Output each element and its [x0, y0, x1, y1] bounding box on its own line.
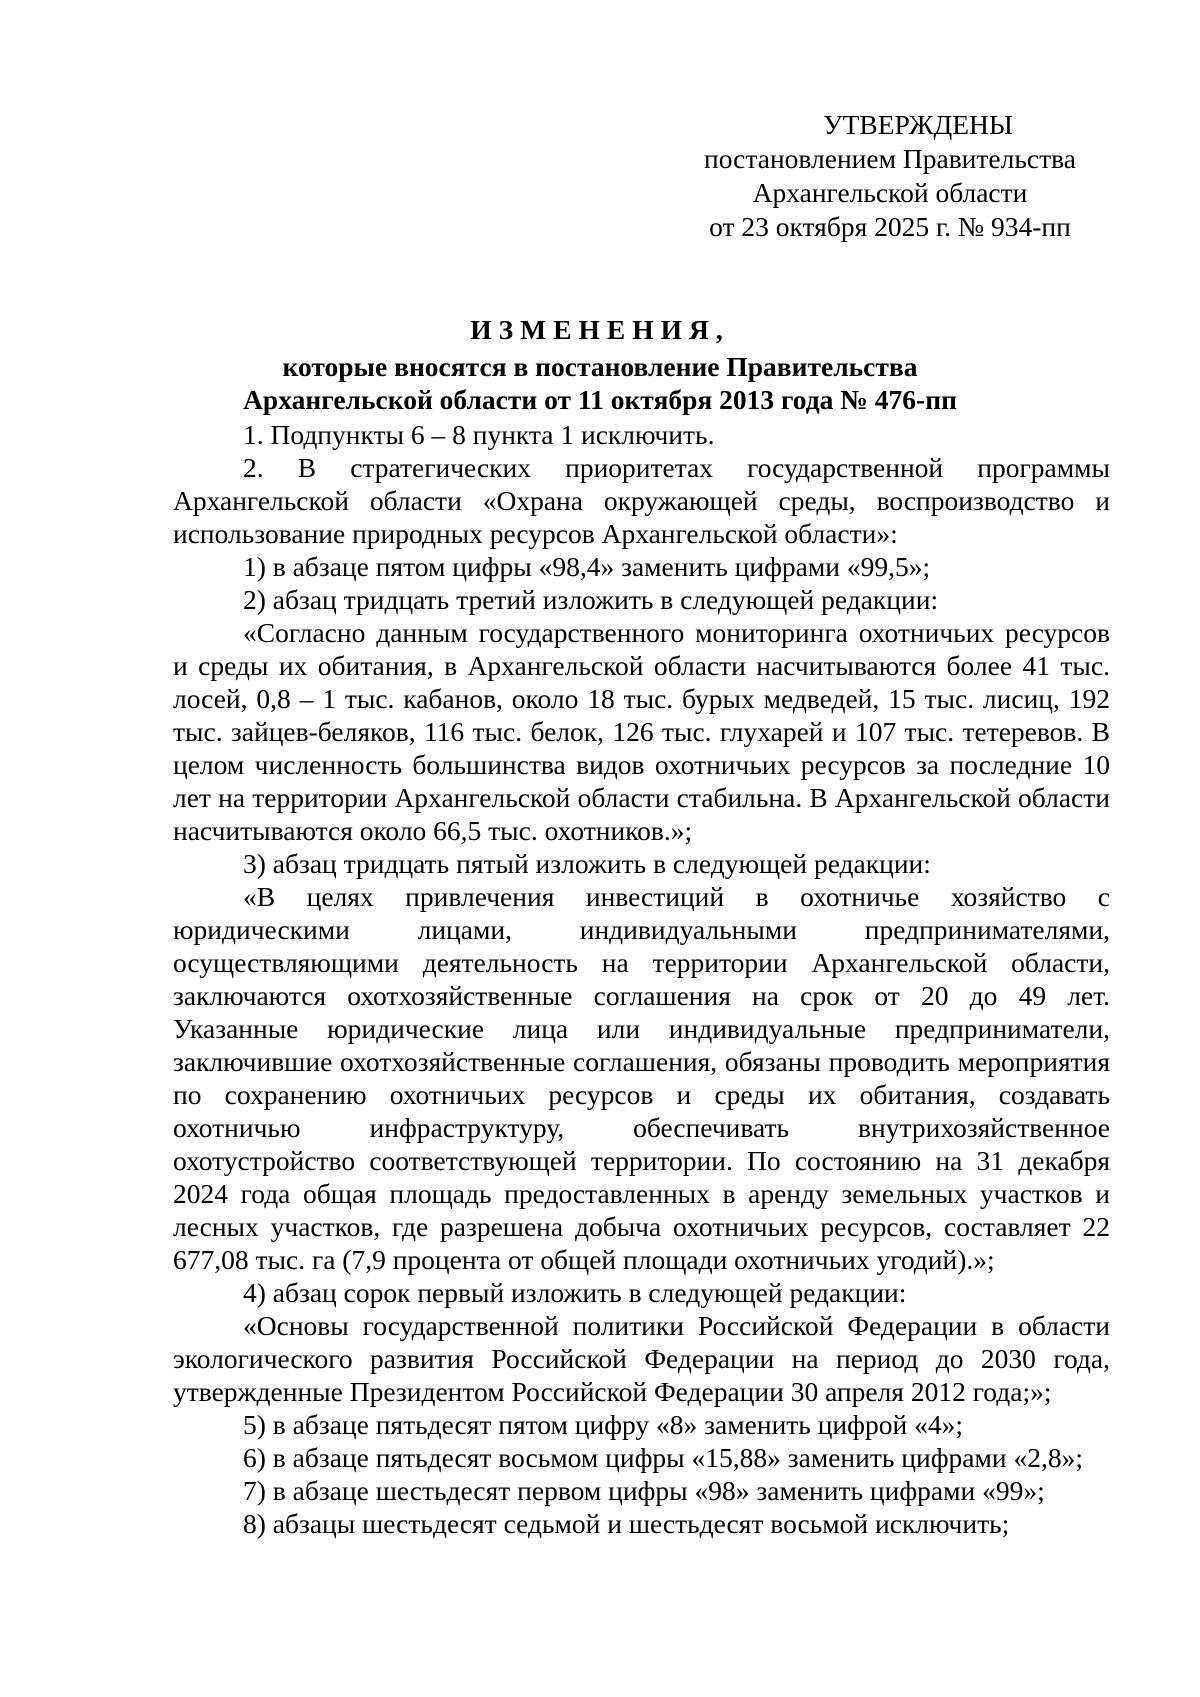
approval-line: Архангельской области — [752, 177, 1028, 208]
paragraph: 7) в абзаце шестьдесят первом цифры «98» заменить цифрами «99»; — [243, 1475, 1045, 1506]
paragraph: «Основы государственной политики Российской Федерации в области экологического развития Российской Федерации на период до 2030 года, утвержденные Президентом Российской Федерации 30 апреля 2012 года;»; — [173, 1310, 1110, 1407]
approval-date-number: от 23 октября 2025 г. № 934-пп — [709, 211, 1071, 242]
document-body — [173, 418, 1110, 1540]
paragraph: 8) абзацы шестьдесят седьмой и шестьдесят восьмой исключить; — [243, 1508, 1010, 1539]
paragraph: 2. В стратегических приоритетах государственной программы Архангельской области «Охрана окружающей среды, воспроизводство и использование природных ресурсов Архангельской области»: — [173, 452, 1110, 549]
paragraph: «Согласно данным государственного мониторинга охотничьих ресурсов и среды их обитания, в Архангельской области насчитываются более 41 тыс. лосей, 0,8 – 1 тыс. кабанов, около 18 тыс. бурых медведей, 15 тыс. лисиц, 192 тыс. зайцев-беляков, 116 тыс. белок, 126 тыс. глухарей и 107 тыс. тетеревов. В целом численность большинства видов охотничьих ресурсов за последние 10 лет на территории Архангельской области стабильна. В Архангельской области насчитываются около 66,5 тыс. охотников.»; — [173, 617, 1110, 846]
paragraph: 4) абзац сорок первый изложить в следующей редакции: — [243, 1277, 907, 1308]
paragraph: 1. Подпункты 6 – 8 пункта 1 исключить. — [243, 419, 715, 450]
paragraph: 3) абзац тридцать пятый изложить в следующей редакции: — [243, 848, 931, 879]
paragraph: 6) в абзаце пятьдесят восьмом цифры «15,88» заменить цифрами «2,8»; — [243, 1442, 1084, 1473]
approval-stamp — [700, 108, 1080, 244]
paragraph: 2) абзац тридцать третий изложить в следующей редакции: — [243, 584, 939, 615]
title-main: ИЗМЕНЕНИЯ, — [470, 314, 730, 345]
paragraph: 1) в абзаце пятом цифры «98,4» заменить цифрами «99,5»; — [243, 551, 931, 582]
document-title — [160, 310, 1040, 416]
paragraph: «В целях привлечения инвестиций в охотничье хозяйство с юридическими лицами, индивидуальными предпринимателями, осуществляющими деятельность на территории Архангельской области, заключаются охотхозяйственные соглашения на срок от 20 до 49 лет. Указанные юридические лица или индивидуальные предприниматели, заключившие охотхозяйственные соглашения, обязаны проводить мероприятия по сохранению охотничьих ресурсов и среды их обитания, создавать охотничью инфраструктуру, обеспечивать внутрихозяйственное охотустройство соответствующей территории. По состоянию на 31 декабря 2024 года общая площадь предоставленных в аренду земельных участков и лесных участков, где разрешена добыча охотничьих ресурсов, составляет 22 677,08 тыс. га (7,9 процента от общей площади охотничьих угодий).»; — [173, 881, 1110, 1275]
title-subtitle: Архангельской области от 11 октября 2013 года № 476-пп — [243, 384, 957, 415]
approval-line: постановлением Правительства — [704, 143, 1076, 174]
paragraph: 5) в абзаце пятьдесят пятом цифру «8» заменить цифрой «4»; — [243, 1409, 963, 1440]
approval-heading: УТВЕРЖДЕНЫ — [823, 109, 1013, 140]
title-subtitle: которые вносятся в постановление Правительства — [282, 351, 918, 382]
